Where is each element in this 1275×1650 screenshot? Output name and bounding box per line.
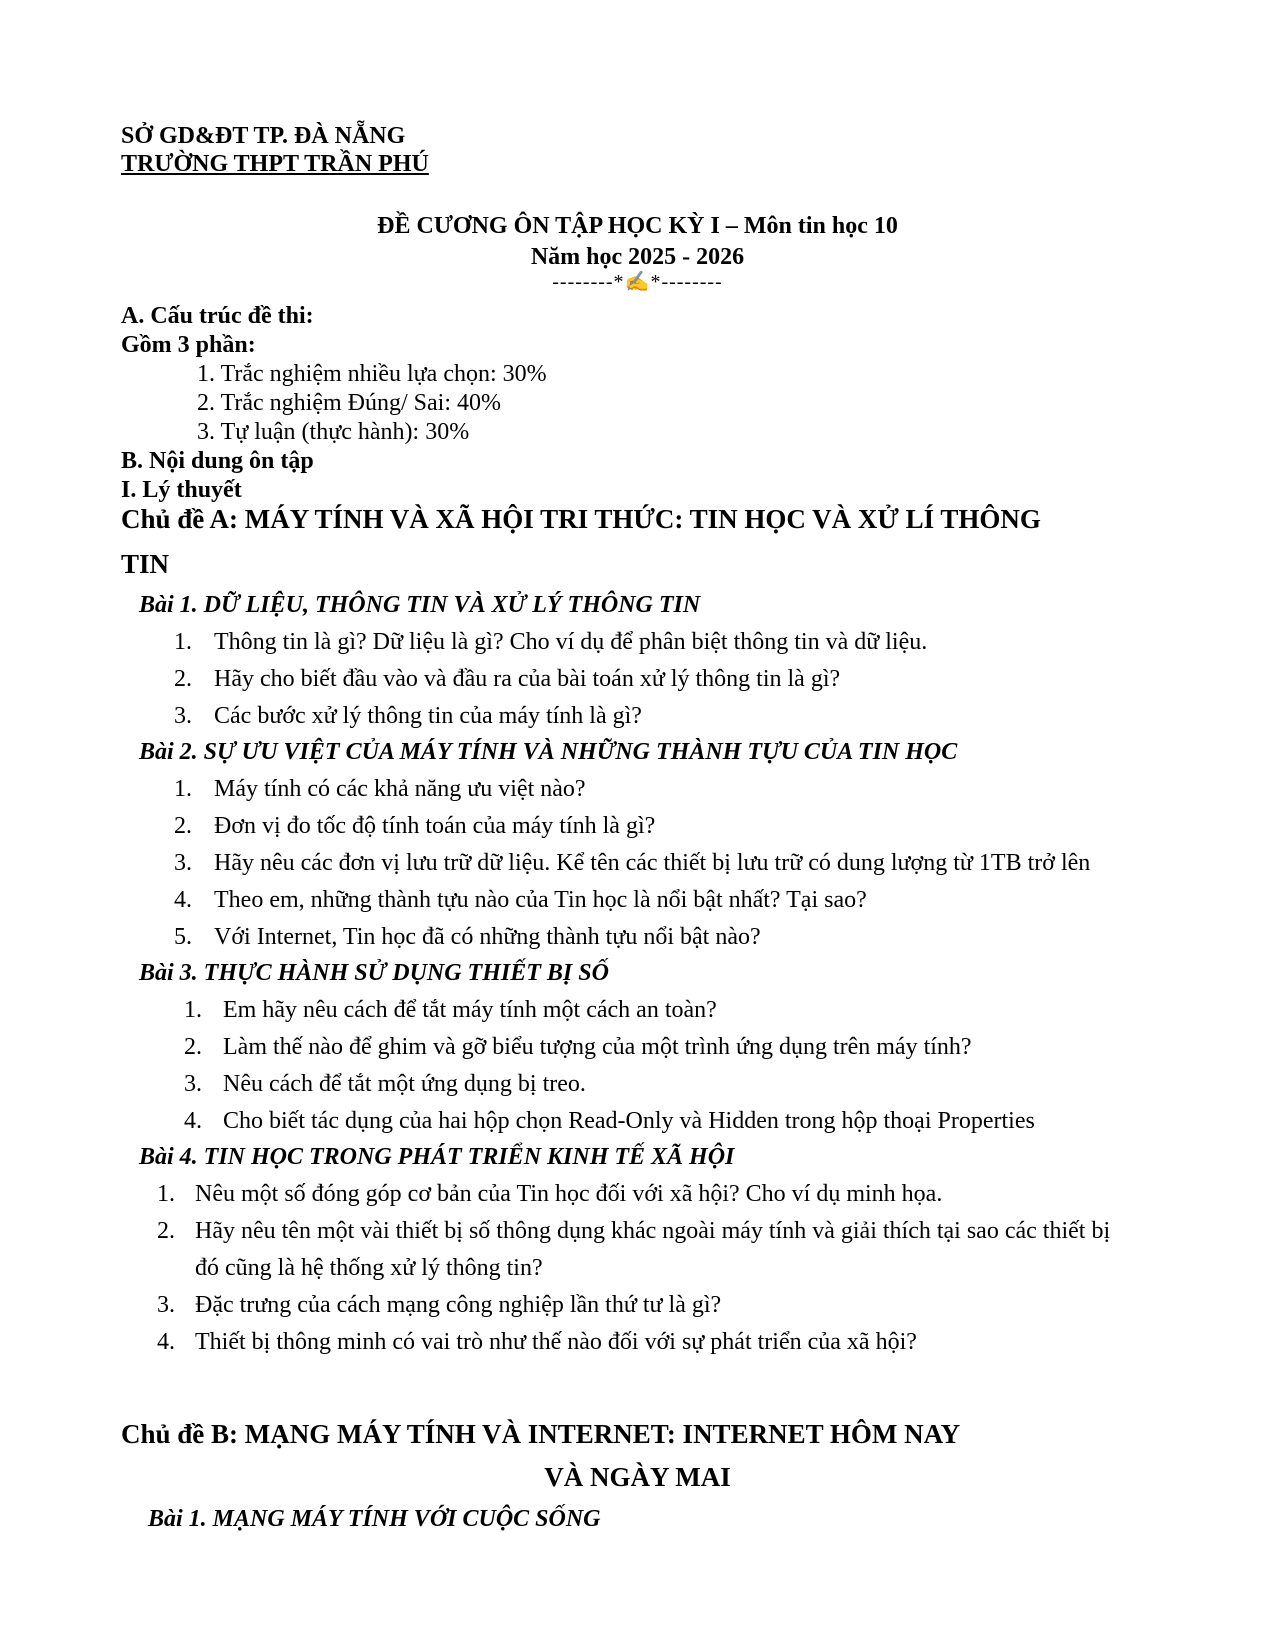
question-number: 3.	[174, 850, 192, 876]
question-number: 1.	[157, 1181, 175, 1207]
department-name: SỞ GD&ĐT TP. ĐÀ NẴNG	[121, 123, 406, 149]
question-number: 1.	[174, 776, 192, 802]
question-number: 2.	[174, 666, 192, 692]
question-number: 4.	[157, 1329, 175, 1355]
exam-part-item: 2. Trắc nghiệm Đúng/ Sai: 40%	[197, 390, 501, 416]
question-number: 1.	[184, 997, 202, 1023]
topic-a-title: Chủ đề A: MÁY TÍNH VÀ XÃ HỘI TRI THỨC: TIN HỌC VÀ XỬ LÍ THÔNG	[121, 504, 1041, 534]
question-text-cont: đó cũng là hệ thống xử lý thông tin?	[195, 1255, 543, 1281]
exam-part-item: 1. Trắc nghiệm nhiều lựa chọn: 30%	[197, 361, 547, 387]
question-text: Với Internet, Tin học đã có những thành tựu nổi bật nào?	[214, 924, 761, 950]
section-a-subheading: Gồm 3 phần:	[121, 332, 256, 358]
question-text: Làm thế nào để ghim và gỡ biểu tượng của một trình ứng dụng trên máy tính?	[223, 1034, 972, 1060]
question-text: Đơn vị đo tốc độ tính toán của máy tính là gì?	[214, 813, 656, 839]
question-number: 3.	[184, 1071, 202, 1097]
question-text: Hãy nêu các đơn vị lưu trữ dữ liệu. Kể tên các thiết bị lưu trữ có dung lượng từ 1TB trở lên	[214, 850, 1091, 876]
question-text: Nêu cách để tắt một ứng dụng bị treo.	[223, 1071, 586, 1097]
lesson-title: Bài 1. DỮ LIỆU, THÔNG TIN VÀ XỬ LÝ THÔNG TIN	[139, 592, 701, 618]
question-number: 2.	[157, 1218, 175, 1244]
exam-part-item: 3. Tự luận (thực hành): 30%	[197, 419, 470, 445]
question-text: Nêu một số đóng góp cơ bản của Tin học đối với xã hội? Cho ví dụ minh họa.	[195, 1181, 943, 1207]
lesson-title: Bài 4. TIN HỌC TRONG PHÁT TRIỂN KINH TẾ XÃ HỘI	[139, 1144, 735, 1170]
question-text: Máy tính có các khả năng ưu việt nào?	[214, 776, 586, 802]
topic-b-title: Chủ đề B: MẠNG MÁY TÍNH VÀ INTERNET: INTERNET HÔM NAY	[121, 1419, 961, 1449]
section-b-heading: B. Nội dung ôn tập	[121, 448, 314, 474]
question-text: Các bước xử lý thông tin của máy tính là gì?	[214, 703, 642, 729]
question-number: 3.	[157, 1292, 175, 1318]
topic-a-title-cont: TIN	[121, 549, 170, 579]
title-ornament: --------*✍*--------	[552, 271, 723, 293]
school-year: Năm học 2025 - 2026	[530, 244, 745, 270]
lesson-title: Bài 3. THỰC HÀNH SỬ DỤNG THIẾT BỊ SỐ	[139, 960, 609, 986]
section-a-heading: A. Cấu trúc đề thi:	[121, 303, 314, 329]
lesson-title: Bài 2. SỰ ƯU VIỆT CỦA MÁY TÍNH VÀ NHỮNG THÀNH TỰU CỦA TIN HỌC	[139, 739, 958, 765]
question-number: 4.	[184, 1108, 202, 1134]
topic-b-title-cont: VÀ NGÀY MAI	[544, 1462, 731, 1492]
question-number: 4.	[174, 887, 192, 913]
question-text: Hãy nêu tên một vài thiết bị số thông dụng khác ngoài máy tính và giải thích tại sao các thiết bị	[195, 1218, 1111, 1244]
question-number: 2.	[174, 813, 192, 839]
question-text: Em hãy nêu cách để tắt máy tính một cách an toàn?	[223, 997, 717, 1023]
question-number: 3.	[174, 703, 192, 729]
page-title: ĐỀ CƯƠNG ÔN TẬP HỌC KỲ I – Môn tin học 10	[377, 213, 898, 239]
question-text: Thông tin là gì? Dữ liệu là gì? Cho ví dụ để phân biệt thông tin và dữ liệu.	[214, 629, 928, 655]
question-text: Đặc trưng của cách mạng công nghiệp lần thứ tư là gì?	[195, 1292, 722, 1318]
question-number: 2.	[184, 1034, 202, 1060]
question-number: 1.	[174, 629, 192, 655]
theory-heading: I. Lý thuyết	[121, 477, 242, 503]
question-text: Thiết bị thông minh có vai trò như thế nào đối với sự phát triển của xã hội?	[195, 1329, 917, 1355]
question-text: Hãy cho biết đầu vào và đầu ra của bài toán xử lý thông tin là gì?	[214, 666, 841, 692]
question-number: 5.	[174, 924, 192, 950]
lesson-title: Bài 1. MẠNG MÁY TÍNH VỚI CUỘC SỐNG	[148, 1506, 601, 1532]
question-text: Theo em, những thành tựu nào của Tin học là nổi bật nhất? Tại sao?	[214, 887, 867, 913]
school-name: TRƯỜNG THPT TRẦN PHÚ	[121, 151, 429, 177]
question-text: Cho biết tác dụng của hai hộp chọn Read-Only và Hidden trong hộp thoại Properties	[223, 1108, 1035, 1134]
